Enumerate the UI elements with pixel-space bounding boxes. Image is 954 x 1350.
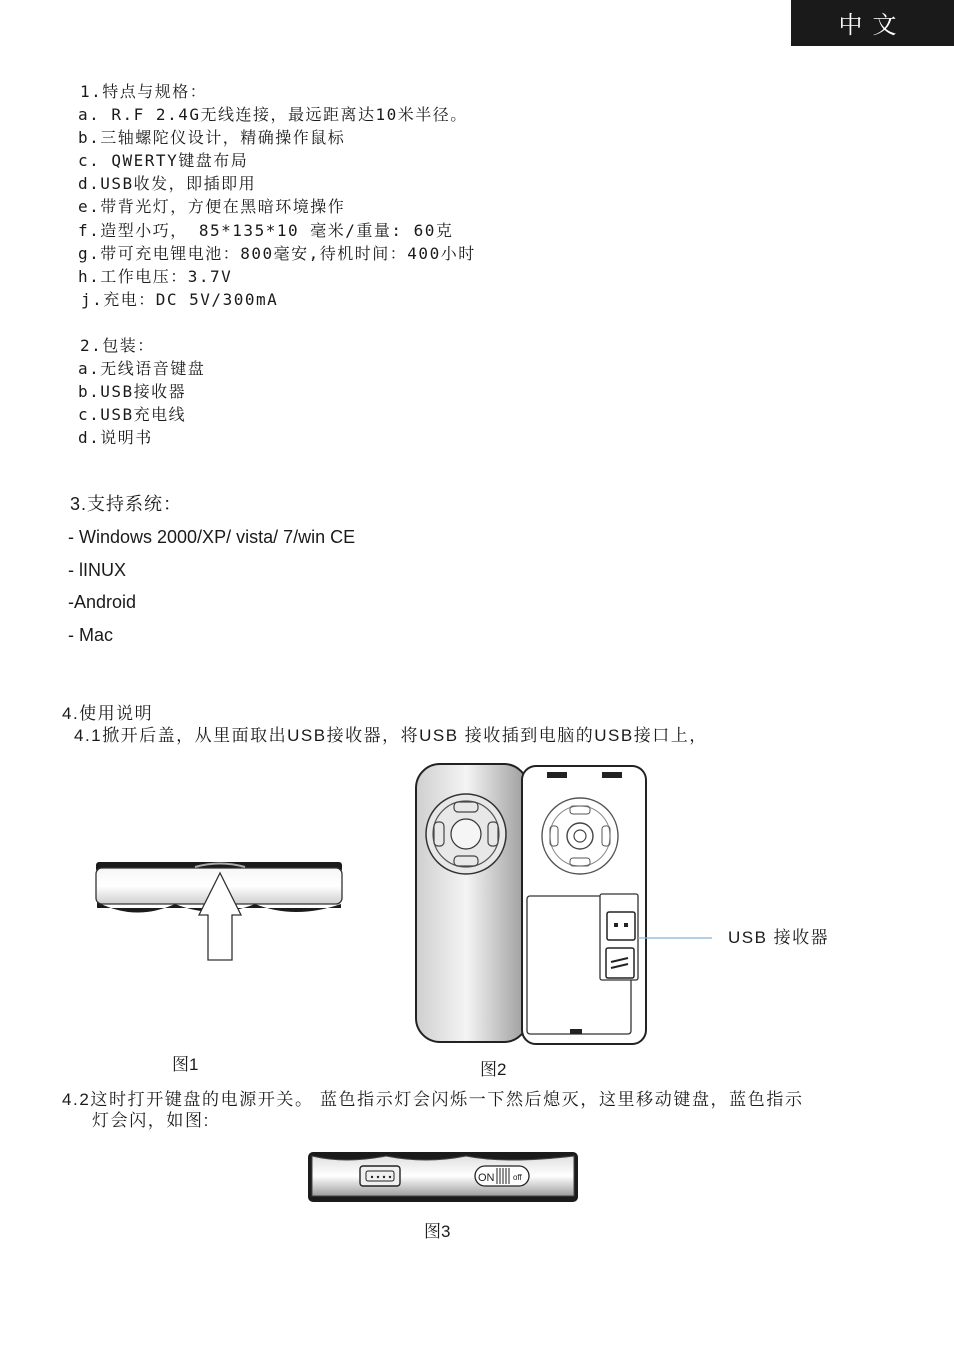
spec-item: b.三轴螺陀仪设计，精确操作鼠标 [78, 128, 346, 148]
package-list [78, 334, 205, 449]
spec-item: d.USB收发，即插即用 [78, 174, 257, 194]
package-title: 2.包装： [80, 336, 155, 355]
spec-item: h.工作电压：3.7V [78, 266, 233, 286]
figure-3-keyboard-side [306, 1150, 582, 1206]
figure-1-caption: 图1 [172, 1055, 199, 1074]
usb-receiver-label: USB 接收器 [728, 928, 830, 947]
system-item: - Mac [68, 624, 113, 645]
package-item: d.说明书 [78, 428, 153, 448]
figure-1-keyboard-edge [95, 858, 345, 964]
system-item: -Android [68, 592, 137, 612]
figure-2-open-keyboard [412, 762, 732, 1052]
switch-off-label: off [513, 1173, 522, 1182]
figure-2-caption: 图2 [480, 1060, 507, 1079]
spec-item: f.造型小巧， 85*135*10 毫米/重量: 60克 [78, 220, 454, 240]
system-item: - lINUX [68, 559, 126, 580]
systems-section [68, 490, 355, 654]
package-item: c.USB充电线 [78, 405, 187, 425]
language-tab: 中文 [791, 0, 954, 46]
spec-title: 1.特点与规格： [80, 82, 208, 101]
system-item: - Windows 2000/XP/ vista/ 7/win CE [68, 527, 356, 547]
usage-step-2-line-2: 灯会闪，如图: [92, 1111, 210, 1130]
spec-item: e.带背光灯，方便在黑暗环境操作 [78, 197, 346, 217]
figure-3-caption: 图3 [424, 1222, 451, 1241]
spec-list [78, 80, 476, 311]
spec-item: g.带可充电锂电池：800毫安,待机时间：400小时 [78, 243, 476, 263]
package-item: a.无线语音键盘 [78, 359, 206, 379]
usage-title: 4.使用说明 [62, 704, 154, 723]
spec-item: j.充电：DC 5V/300mA [81, 289, 279, 309]
package-item: b.USB接收器 [78, 382, 187, 402]
usage-step-2-line-1: 4.2这时打开键盘的电源开关。 蓝色指示灯会闪烁一下然后熄灭，这里移动键盘，蓝色指示 [62, 1090, 804, 1109]
systems-title: 3.支持系统： [70, 494, 183, 514]
spec-item: a. R.F 2.4G无线连接，最远距离达10米半径。 [78, 105, 468, 125]
switch-on-label: ON [478, 1172, 495, 1184]
usage-step-2 [62, 1089, 912, 1131]
spec-item: c. QWERTY键盘布局 [78, 151, 249, 171]
usage-step-1: 4.1掀开后盖，从里面取出USB接收器，将USB 接收插到电脑的USB接口上， [74, 726, 708, 745]
